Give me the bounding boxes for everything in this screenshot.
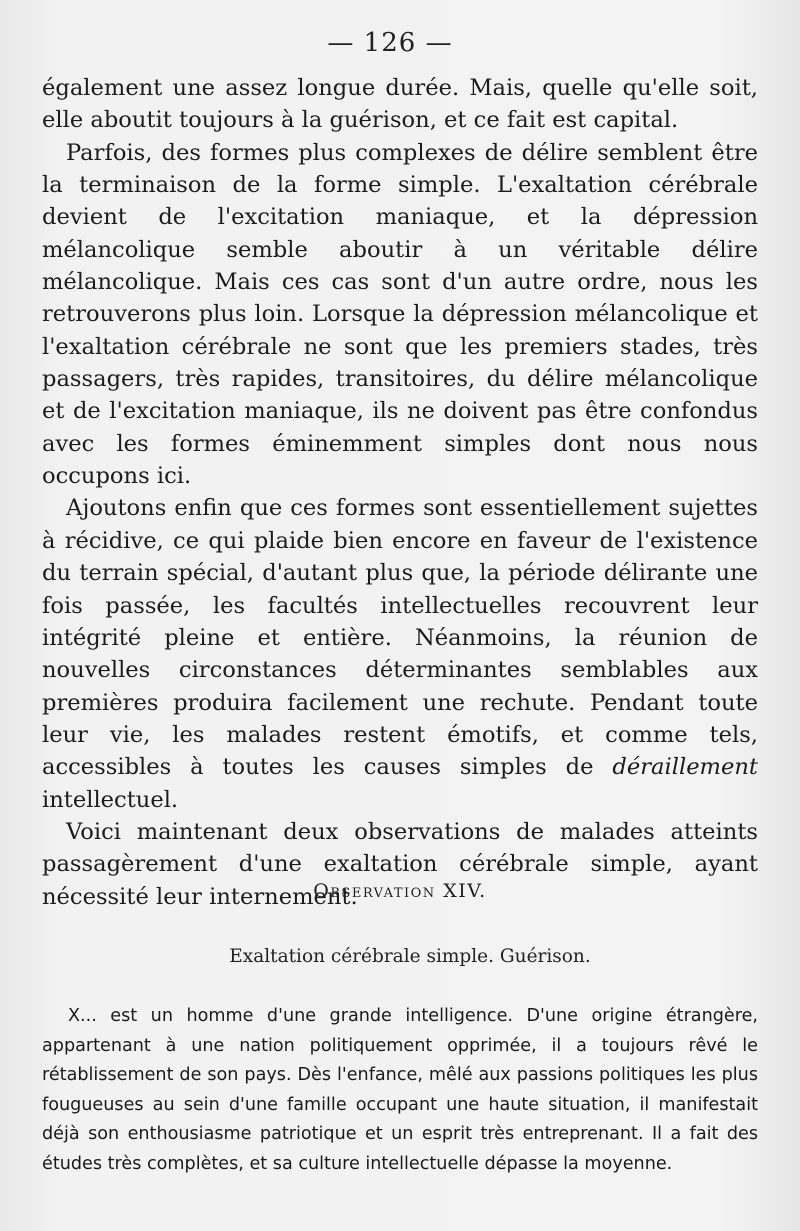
- paragraph-3-end: intellectuel.: [42, 786, 179, 813]
- paragraph-1: également une assez longue durée. Mais, quelle qu'elle soit, elle aboutit toujours à la guérison, et ce fait est capital.: [42, 75, 758, 134]
- emphasized-term: déraillement: [612, 754, 758, 781]
- page-number: — 126 —: [327, 28, 453, 58]
- paragraph-2: Parfois, des formes plus complexes de délire semblent être la terminaison de la forme simple. L'exaltation cérébrale devient de l'excitation maniaque, et la dépression mélancolique semble aboutir à un véritable délire mélancolique. Mais ces cas sont d'un autre ordre, nous les retrouverons plus loin. Lorsque la dépression mélancolique et l'exaltation cérébrale ne sont que les premiers stades, très passagers, très rapides, transitoires, du délire mélancolique et de l'excitation maniaque, ils ne doivent pas être confondus avec les formes éminemment simples dont nous nous occupons ici.: [42, 139, 758, 490]
- paragraph-3: [42, 492, 758, 815]
- observation-title: Observation XIV.: [313, 880, 487, 902]
- paragraph-3-text: Ajoutons enfin que ces formes sont essentiellement sujettes à récidive, ce qui plaide bien encore en faveur de l'existence du terrain spécial, d'autant plus que, la période délirante une fois passée, les facultés intellectuelles recouvrent leur intégrité pleine et entière. Néanmoins, la réunion de nouvelles circonstances déterminantes semblables aux premières produira facilement une rechute. Pendant toute leur vie, les malades restent émotifs, et comme tels, accessibles à toutes les causes simples de: [42, 495, 758, 781]
- observation-text: X... est un homme d'une grande intelligence. D'une origine étrangère, appartenant à une nation politiquement opprimée, il a toujours rêvé le rétablissement de son pays. Dès l'enfance, mêlé aux passions politiques les plus fougueuses au sein d'une famille occupant une haute situation, il manifestait déjà son enthousiasme patriotique et un esprit très entreprenant. Il a fait des études très complètes, et sa culture intellectuelle dépasse la moyenne.: [42, 1006, 758, 1174]
- main-text-block: [42, 72, 758, 913]
- observation-subtitle: Exaltation cérébrale simple. Guérison.: [229, 946, 591, 967]
- paragraph-4: Voici maintenant deux observations de malades atteints passagèrement d'une exaltation cérébrale simple, ayant nécessité leur internement.: [42, 818, 758, 910]
